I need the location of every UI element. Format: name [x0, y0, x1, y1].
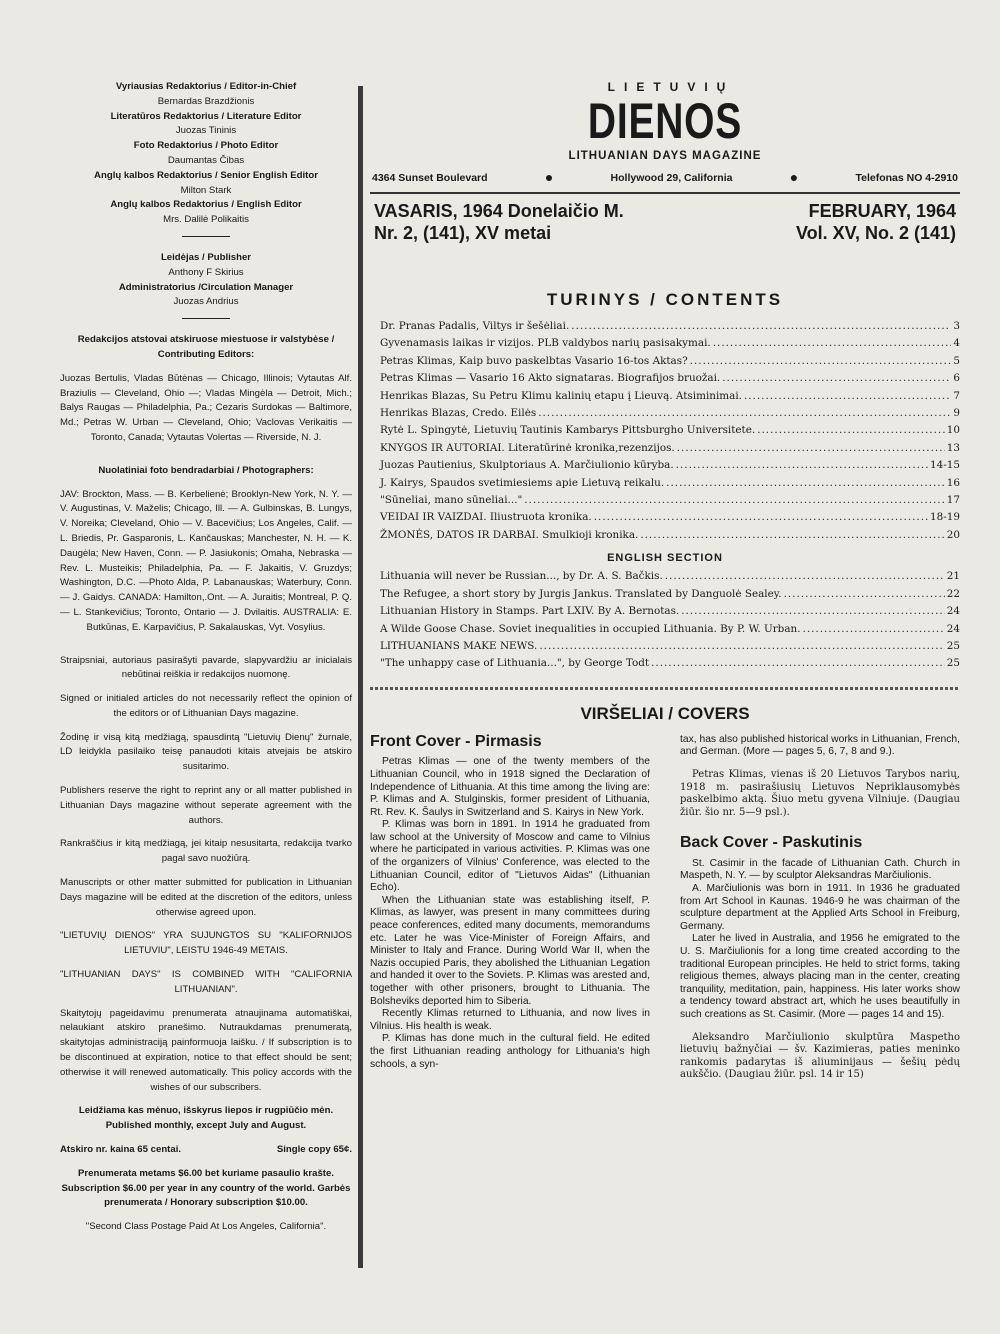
- editorial-note: Signed or initialed articles do not necessarily reflect the opinion of the editors or of Lithuanian Days magazine.: [60, 693, 352, 719]
- contributing-editors-list: Juozas Bertulis, Vladas Būtėnas — Chicago, Illinois; Vytautas Alf. Braziulis — Cleveland, Ohio —; Vladas Mingėla — Detroit, Mich.; Balys Raugas — Philadelphia, Pa.; Cezaris Surdokas — Baltimore, Md.; Petras W. Urban — Cleveland, Ohio; Vaclovas Verikaitis — Toronto, Canada; Vytautas Volertas — Riverside, N. J.: [60, 372, 352, 443]
- contents-entry-title: Lithuania will never be Russian..., by Dr. A. S. Bačkis.: [380, 570, 663, 583]
- contents-entry-title: LITHUANIANS MAKE NEWS.: [380, 639, 538, 652]
- publication-schedule: Leidžiama kas mėnuo, išskyrus liepos ir rugpiūčio mėn. Published monthly, except July and August.: [78, 1105, 334, 1132]
- issue-english-date: FEBRUARY, 1964: [808, 201, 956, 221]
- covers-column-left: [370, 734, 650, 1082]
- paragraph: P. Klimas has done much in the cultural field. He edited the first Lithuanian reading anthology for Lithuania's high schools, a syn-: [370, 1033, 650, 1070]
- address-bar: [370, 169, 960, 185]
- covers-column-right: [680, 734, 960, 1082]
- paragraph: Petras Klimas — one of the twenty members of the Lithuanian Council, who in 1918 signed the Declaration of Independence of Lithuania. At this time among the living are: P. Klimas and A. Stulginskis, former president of Lithuania, Rt. Rev. K. Šaulys in Switzerland and S. Kairys in New York.: [370, 756, 650, 818]
- contents-entry-page: 4: [953, 337, 960, 350]
- front-cover-text: [370, 756, 650, 1071]
- staff-name: Anthony F Skirius: [168, 266, 244, 278]
- front-cover-heading: Front Cover - Pirmasis: [370, 732, 542, 750]
- editorial-note: Rankraščius ir kitą medžiagą, jei kitaip nesusitarta, redakcija tvarko pagal savo nuožiūrą.: [60, 838, 352, 865]
- masthead-super: LIETUVIŲ: [607, 80, 735, 94]
- contents-entry-title: J. Kairys, Spaudos svetimiesiems apie Lietuvą reikalu.: [380, 476, 665, 489]
- paragraph: A. Marčiulionis was born in 1911. In 1936 he graduated from Art School in Kaunas. 1946-9 he was chairman of the sculpture department at the Applied Arts School in Freiburg, Germany.: [680, 883, 960, 932]
- dot-leader: [665, 568, 945, 585]
- contents-entry-page: 17: [946, 494, 960, 507]
- divider: [182, 318, 230, 319]
- paragraph: St. Casimir in the facade of Lithuanian Cath. Church in Maspeth, N. Y. — by sculptor Aleksandras Marčiulionis.: [680, 857, 960, 882]
- paragraph: Later he lived in Australia, and 1956 he emigrated to the U. S. Marčiulionis for a long time created according to the traditional European principles. He held to strict forms, taking religious themes, always placing man in the center, creating tranquility, meditation, pain, happiness. His later works show a tendency toward abstract art, which he uses beautifully in such creations as St. Casimir. (More — pages 14 and 15).: [680, 933, 960, 1020]
- price-row: [60, 1143, 352, 1158]
- contents-entry-title: Petras Klimas — Vasario 16 Akto signataras. Biografijos bruožai.: [380, 372, 721, 385]
- staff-name: Mrs. Dalilė Polikaitis: [163, 214, 249, 226]
- contents-entry-page: 3: [953, 320, 960, 332]
- contents-entry-page: 13: [946, 441, 960, 454]
- back-cover-text: [680, 858, 960, 1022]
- contents-entry-page: 14-15: [930, 459, 960, 472]
- staff-role: Leidėjas / Publisher: [160, 251, 252, 263]
- contents-entry-title: VEIDAI IR VAIZDAI. Iliustruota kronika.: [380, 511, 592, 524]
- contents-entry-title: Dr. Pranas Padalis, Viltys ir šešėliai.: [380, 320, 570, 332]
- vertical-divider: [358, 86, 363, 1268]
- contents-entry-page: 21: [946, 570, 960, 583]
- contents-entry-page: 5: [953, 354, 960, 367]
- contents-entry-title: Gyvenamasis laikas ir vizijos. PLB valdybos narių pasisakymai.: [380, 337, 711, 350]
- staff-masthead: [60, 80, 352, 228]
- masthead-title: DIENOS: [587, 93, 743, 149]
- street-address: 4364 Sunset Boulevard: [372, 172, 488, 184]
- contents-entry-page: 22: [946, 587, 960, 600]
- subscription-info: Prenumerata metams $6.00 bet kuriame pasaulio krašte. Subscription $6.00 per year in any country of the world. Garbės prenumerata / Honorary subscription $10.00.: [61, 1167, 351, 1209]
- staff-name: Juozas Tininis: [175, 125, 237, 137]
- dot-leader: [784, 586, 945, 603]
- staff-name: Daumantas Čibas: [167, 154, 245, 166]
- issue-info: [370, 200, 960, 244]
- editorial-note: Publishers reserve the right to reprint any or all matter published in Lithuanian Days magazine without seperate agreement with the authors.: [60, 785, 352, 826]
- dot-leader: [524, 492, 945, 509]
- photographers-list: JAV: Brockton, Mass. — B. Kerbelienė; Brooklyn-New York, N. Y. — V. Augustinas, V. Maželis; Chicago, Ill. — A. Gulbinskas, B. Lungys, V. Noreika; Cleveland, Ohio — V. Bacevičius; Los Angeles, Calif. — L. Briedis, Pr. Gasparonis, L. Kančauskas; Manchester, N. H. — K. Daugėla; New Haven, Conn. — P. Jasiukonis; Omaha, Nebraska — Rev. L. Musteikis; Philadelphia, Pa. — F. Jakaitis, V. Gruzdys; Washington, D.C. —Photo Alda, P. Labanauskas; Waterbury, Conn. — J. Gaidys. CANADA: Hamilton,.Ont. — A. Juraitis; Montreal, P. Q. — L. Stankevičius; Toronto, Ontario — J. Dvilaitis. AUSTRALIA: E. Butkūnas, E. Karpavičius, P. Sakalauskas, Vyt. Vosylius.: [60, 488, 352, 633]
- contents-entry: [380, 405, 960, 422]
- dot-leader: [677, 440, 945, 457]
- front-cover-lithuanian: Petras Klimas, vienas iš 20 Lietuvos Tarybos narių, 1918 m. pasirašiusių Lietuvos Nepriklausomybės paskelbimo aktą. Šiuo metu gyvena Vilniuje. (Daugiau žiūr. šio nr. 5—9 psl.).: [680, 768, 960, 818]
- dot-leader: [803, 621, 945, 638]
- staff-role: Vyriausias Redaktorius / Editor-in-Chief: [115, 81, 297, 92]
- dot-leader: [676, 457, 928, 474]
- bullet-icon: ●: [544, 169, 554, 185]
- contents-entry-title: Juozas Pautienius, Skulptoriaus A. Marčiulionio kūryba.: [380, 459, 674, 472]
- staff-role: Literatūros Redaktorius / Literature Editor: [110, 110, 302, 122]
- english-contents: [370, 568, 960, 672]
- editorial-notes: [60, 654, 352, 1096]
- contents-entry-title: Henrikas Blazas, Credo. Eilės: [380, 407, 537, 420]
- contents-entry-page: 16: [946, 476, 960, 489]
- contents-entry: [380, 440, 960, 457]
- dot-leader: [538, 405, 951, 422]
- contents-entry: [380, 492, 960, 509]
- editorial-note: Žodinę ir visą kitą medžiagą, spausdintą "Lietuvių Dienų" žurnale, LD leidykla pasilaiko teisę panaudoti kitais atvejais be atskiro susitarimo.: [60, 731, 352, 773]
- contents-entry: [380, 422, 960, 439]
- contents-entry-page: 20: [946, 528, 960, 541]
- staff-role: Foto Redaktorius / Photo Editor: [133, 140, 279, 152]
- dot-leader: [744, 388, 951, 405]
- dot-leader: [722, 370, 951, 387]
- city-address: Hollywood 29, California: [610, 172, 733, 184]
- back-cover-lithuanian: Aleksandro Marčiulionio skulptūra Maspetho lietuvių bažnyčiai — šv. Kazimieras, paties meninko rankomis padarytas iš aliuminijaus — šešių pėdų aukščio. (Daugiau žiūr. psl. 14 ir 15): [680, 1031, 960, 1081]
- issue-lithuanian-date: VASARIS, 1964 Donelaičio M.: [374, 201, 624, 221]
- dot-leader: [651, 655, 945, 672]
- back-cover-heading: Back Cover - Paskutinis: [680, 834, 863, 852]
- left-sidebar: [60, 80, 352, 1235]
- table-of-contents: [370, 318, 960, 544]
- phone-number: Telefonas NO 4-2910: [855, 172, 958, 184]
- staff-role: Anglų kalbos Redaktorius / English Editor: [110, 199, 302, 211]
- contents-entry-page: 6: [953, 372, 960, 385]
- contributing-editors-title: Redakcijos atstovai atskiruose miestuose ir valstybėse / Contributing Editors:: [77, 334, 335, 360]
- staff-name: Milton Stark: [180, 184, 232, 196]
- photographers-title: Nuolatiniai foto bendradarbiai / Photographers:: [98, 464, 314, 476]
- dot-leader: [690, 353, 952, 370]
- contents-entry-title: "Sūneliai, mano sūneliai...": [380, 494, 523, 507]
- front-cover-continued: tax, has also published historical works in Lithuanian, French, and German. (More — pages 5, 6, 7, 8 and 9.).: [680, 733, 960, 758]
- contents-entry: [380, 527, 960, 544]
- contents-entry: [380, 457, 960, 474]
- paragraph: When the Lithuanian state was establishing itself, P. Klimas, as lawyer, was present in many committees during peace conferences, edited many documents, memorandums etc. Later he was Vice-Minister of Foreign Affairs, and Minister to Italy and France. During World War II, when the Nazis occupied Paris, they abolished the Lithuanian Legation and handed it over to the Soviets. P. Klimas was arested and, together with other prisoners, brought to Lithuania. The Bolsheviks deported him to Siberia.: [370, 894, 650, 1007]
- main-column: [370, 80, 960, 1082]
- contents-entry: [380, 318, 960, 335]
- contents-entry-title: Rytė L. Spingytė, Lietuvių Tautinis Kambarys Pittsburgho Universitete.: [380, 424, 756, 437]
- contents-entry-page: 9: [953, 407, 960, 420]
- contents-entry-title: Henrikas Blazas, Su Petru Klimu kalinių etapu į Lieuvą. Atsiminimai.: [380, 389, 742, 402]
- editorial-note: Straipsniai, autoriaus pasirašyti pavarde, slapyvardžiu ar inicialais nebūtinai reiškia ir redakcijos nuomonę.: [60, 654, 352, 681]
- staff-role: Anglų kalbos Redaktorius / Senior English Editor: [94, 169, 318, 181]
- contents-entry-page: 25: [946, 657, 960, 670]
- dot-leader: [713, 335, 952, 352]
- divider: [370, 192, 960, 194]
- contents-entry: [380, 475, 960, 492]
- contents-entry-page: 7: [953, 389, 960, 402]
- contents-entry-title: A Wilde Goose Chase. Soviet inequalities in occupied Lithuania. By P. W. Urban.: [380, 622, 801, 635]
- contents-entry: [380, 586, 960, 603]
- covers-title: VIRŠELIAI / COVERS: [580, 703, 750, 723]
- publisher-block: [60, 251, 352, 310]
- contents-entry: [380, 509, 960, 526]
- contents-entry: [380, 638, 960, 655]
- divider: [182, 236, 230, 237]
- contents-entry-page: 10: [946, 424, 960, 437]
- editorial-note: Skaitytojų pageidavimu prenumerata atnaujinama automatiškai, nelaukiant atskiro pranešimo. Nutraukdamas prenumeratą, skaitytojas administraciją painformuoja laišku. / If subscription is to be discontinued at expiration, notice to that effect should be sent; otherwise it will renewed automatically. This policy accords with the wishes of our subscribers.: [60, 1007, 352, 1093]
- bullet-icon: ●: [789, 169, 799, 185]
- contents-entry: [380, 370, 960, 387]
- contents-entry-page: 24: [946, 605, 960, 618]
- contents-entry: [380, 621, 960, 638]
- contents-entry: [380, 655, 960, 672]
- contents-entry: [380, 388, 960, 405]
- masthead-subtitle: LITHUANIAN DAYS MAGAZINE: [568, 150, 762, 162]
- contents-entry-title: KNYGOS IR AUTORIAI. Literatūrinė kronika,rezenzijos.: [380, 441, 675, 454]
- paragraph: P. Klimas was born in 1891. In 1914 he graduated from law school at the University of Moscow and came to Vilnius where he participated in various activities. P. Klimas was one of the organizers of Vilnius' Conference, was elected to the Lithuanian Council, editor of "Lietuvos Aidas" (Lithuanian Echo).: [370, 819, 650, 894]
- contents-entry-page: 24: [946, 622, 960, 635]
- contents-entry-page: 25: [946, 639, 960, 652]
- contents-entry: [380, 603, 960, 620]
- editorial-note: "LIETUVIŲ DIENOS" YRA SUJUNGTOS SU "KALIFORNIJOS LIETUVIU", LEISTU 1946-49 METAIS.: [60, 930, 352, 957]
- editorial-note: Manuscripts or other matter submitted for publication in Lithuanian Days magazine will be edited at the discretion of the editors, unless otherwise agreed upon.: [60, 877, 352, 918]
- contents-entry-title: Lithuanian History in Stamps. Part LXIV. By A. Bernotas.: [380, 605, 680, 618]
- dot-leader: [681, 603, 945, 620]
- staff-name: Bernardas Brazdžionis: [157, 95, 255, 107]
- contents-entry-title: Petras Klimas, Kaip buvo paskelbtas Vasario 16-tos Aktas?: [380, 354, 688, 367]
- english-section-title: ENGLISH SECTION: [607, 552, 723, 565]
- editorial-note: "LITHUANIAN DAYS" IS COMBINED WITH "CALIFORNIA LITHUANIAN".: [60, 969, 352, 995]
- dot-leader: [594, 509, 928, 526]
- price-english: Single copy 65¢.: [276, 1144, 352, 1156]
- wavy-divider: [370, 687, 960, 690]
- covers-columns: [370, 734, 960, 1082]
- dot-leader: [640, 527, 944, 544]
- contents-entry-title: ŽMONĖS, DATOS IR DARBAI. Smulkioji kronika.: [380, 528, 639, 541]
- staff-role: Administratorius /Circulation Manager: [118, 281, 294, 293]
- issue-english-number: Vol. XV, No. 2 (141): [795, 223, 956, 243]
- contents-entry: [380, 568, 960, 585]
- contents-entry: [380, 353, 960, 370]
- dot-leader: [757, 422, 945, 439]
- issue-lithuanian-number: Nr. 2, (141), XV metai: [374, 223, 552, 243]
- contents-entry-title: The Refugee, a short story by Jurgis Jankus. Translated by Danguolė Sealey.: [380, 587, 782, 600]
- staff-name: Juozas Andrius: [173, 296, 239, 308]
- dot-leader: [571, 318, 951, 335]
- postage-notice: "Second Class Postage Paid At Los Angeles, California".: [85, 1221, 327, 1233]
- dot-leader: [539, 638, 944, 655]
- contents-entry-title: "The unhappy case of Lithuania...", by George Todt: [380, 657, 650, 670]
- contents-entry-page: 18-19: [930, 511, 960, 524]
- paragraph: Recently Klimas returned to Lithuania, and now lives in Vilnius. His health is weak.: [370, 1008, 650, 1032]
- magazine-masthead: [370, 80, 960, 162]
- dot-leader: [666, 475, 945, 492]
- contents-title: TURINYS / CONTENTS: [546, 290, 784, 309]
- price-lithuanian: Atskiro nr. kaina 65 centai.: [60, 1144, 182, 1156]
- contents-entry: [380, 335, 960, 352]
